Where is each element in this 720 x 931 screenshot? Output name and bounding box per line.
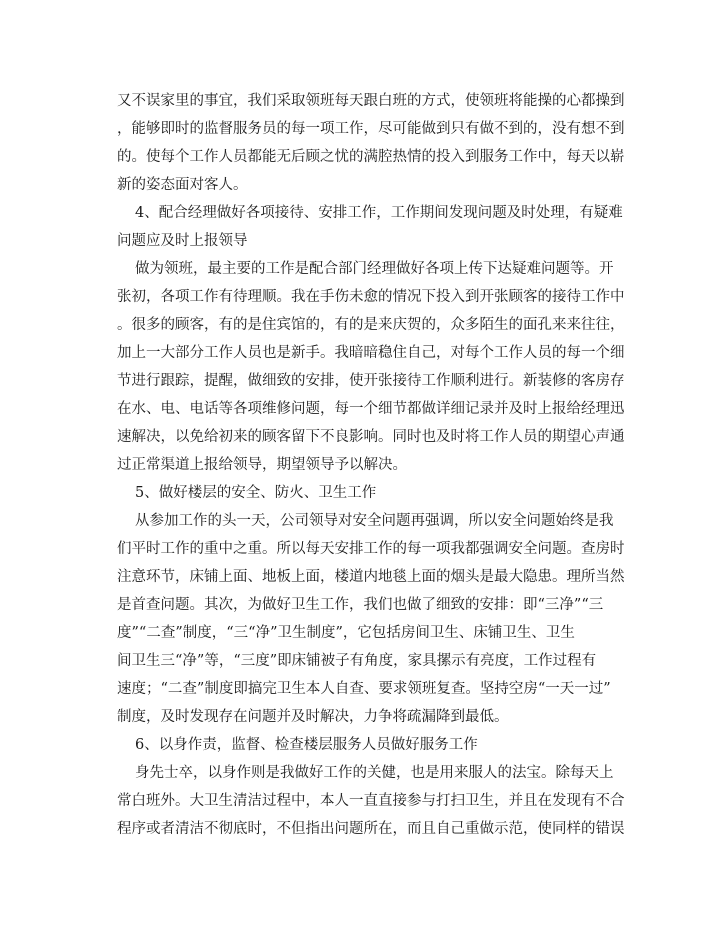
text-line: 加上一大部分工作人员也是新手。我暗暗稳住自己，对每个工作人员的每一个细 <box>117 345 625 361</box>
text-line: 的。使每个工作人员都能无后顾之忧的满腔热情的投入到服务工作中，每天以崭 <box>117 149 625 165</box>
section-heading: 5、做好楼层的安全、防火、卫生工作 <box>135 485 377 501</box>
text-line: 程序或者清洁不彻底时，不但指出问题所在，而且自己重做示范，使同样的错误 <box>117 821 625 837</box>
text-line: 注意环节，床铺上面、地板上面，楼道内地毯上面的烟头是最大隐患。理所当然 <box>117 569 625 585</box>
text-line: 常白班外。大卫生清洁过程中，本人一直直接参与打扫卫生，并且在发现有不合 <box>117 793 625 809</box>
text-line: 张初，各项工作有待理顺。我在手伤未愈的情况下投入到开张顾客的接待工作中 <box>117 289 625 305</box>
text-line: 是首查问题。其次，为做好卫生工作，我们也做了细致的安排：即“三净”“三 <box>117 597 604 613</box>
text-line: 速度；“二查”制度即搞完卫生本人自查、要求领班复查。坚持空房“一天一过” <box>117 681 611 697</box>
text-line: 又不误家里的事宜，我们采取领班每天跟白班的方式，使领班将能操的心都操到 <box>117 93 625 109</box>
text-line: 过正常渠道上报给领导，期望领导予以解决。 <box>117 457 407 473</box>
text-line: 间卫生三“净”等，“三度”即床铺被子有角度，家具摞示有亮度，工作过程有 <box>117 653 597 669</box>
text-line: 从参加工作的头一天，公司领导对安全问题再强调，所以安全问题始终是我 <box>135 513 614 529</box>
text-line: 新的姿态面对客人。 <box>117 177 248 193</box>
section-heading: 问题应及时上报领导 <box>117 233 248 249</box>
text-line: 身先士卒，以身作则是我做好工作的关健，也是用来服人的法宝。除每天上 <box>135 765 614 781</box>
text-line: 做为领班，最主要的工作是配合部门经理做好各项上传下达疑难问题等。开 <box>135 261 614 277</box>
text-line: 制度，及时发现存在问题并及时解决，力争将疏漏降到最低。 <box>117 709 509 725</box>
text-line: 在水、电、电话等各项维修问题，每一个细节都做详细记录并及时上报给经理迅 <box>117 401 625 417</box>
section-heading: 4、配合经理做好各项接待、安排工作，工作期间发现问题及时处理，有疑难 <box>135 205 623 221</box>
text-line: 速解决，以免给初来的顾客留下不良影响。同时也及时将工作人员的期望心声通 <box>117 429 625 445</box>
text-line: 度”“二查”制度，“三“净”卫生制度”，它包括房间卫生、床铺卫生、卫生 <box>117 625 575 641</box>
text-line: 。很多的顾客，有的是住宾馆的，有的是来庆贺的，众多陌生的面孔来来往往， <box>117 317 625 333</box>
text-line: 节进行跟踪，提醒，做细致的安排，使开张接待工作顺利进行。新装修的客房存 <box>117 373 625 389</box>
text-line: ，能够即时的监督服务员的每一项工作，尽可能做到只有做不到的，没有想不到 <box>117 121 625 137</box>
section-heading: 6、以身作责，监督、检查楼层服务人员做好服务工作 <box>135 737 478 753</box>
text-line: 们平时工作的重中之重。所以每天安排工作的每一项我都强调安全问题。查房时 <box>117 541 625 557</box>
